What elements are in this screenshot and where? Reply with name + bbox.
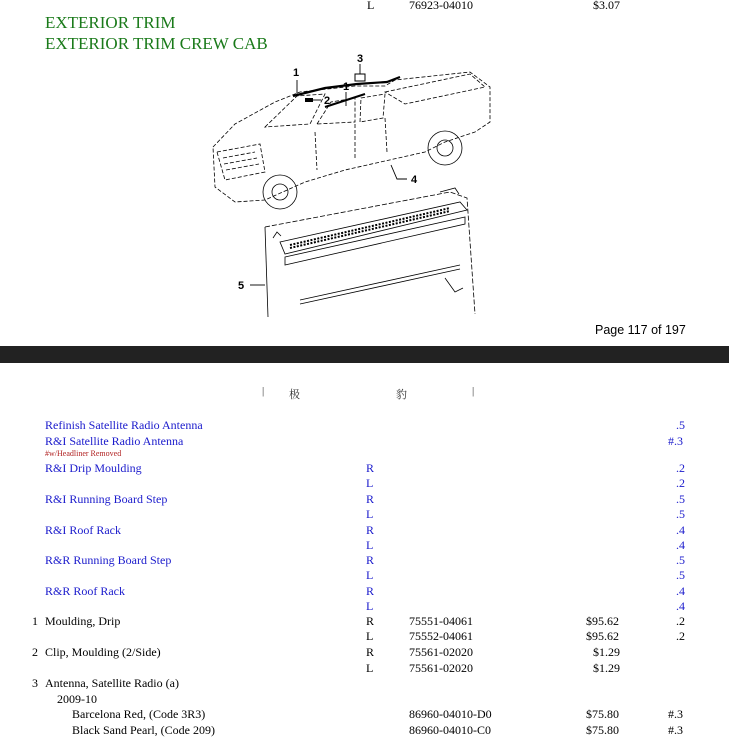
callout-1b: 1 [343, 81, 350, 93]
labor-op-time: .4 [676, 599, 685, 613]
part-time: .2 [676, 629, 685, 643]
part-time: .2 [676, 614, 685, 628]
labor-op-note: #w/Headliner Removed [45, 449, 122, 458]
labor-op-time: .5 [676, 568, 685, 582]
part-number: 75561-02020 [409, 645, 473, 659]
labor-op-time: #.3 [668, 434, 683, 448]
labor-op-desc: R&R Roof Rack [45, 584, 125, 598]
part-callout-number: 1 [32, 614, 38, 628]
part-callout-number: 2 [32, 645, 38, 659]
header-mark-1: | [262, 385, 265, 397]
labor-op-desc: R&I Roof Rack [45, 523, 121, 537]
part-price: $1.29 [593, 645, 620, 659]
labor-op-side: R [366, 492, 375, 506]
part-side: L [366, 629, 374, 643]
part-side: R [366, 614, 375, 628]
part-number: 75552-04061 [409, 629, 473, 643]
labor-op-time: .2 [676, 461, 685, 475]
header-mark-2: 极 [289, 389, 300, 401]
part-time: #.3 [668, 707, 683, 721]
labor-op-time: .2 [676, 476, 685, 490]
part-number: 75561-02020 [409, 661, 473, 675]
wheels [263, 131, 462, 209]
part-desc: Black Sand Pearl, (Code 209) [72, 723, 215, 737]
part-price: $95.62 [586, 614, 619, 628]
satellite-antenna-shape [355, 74, 365, 81]
labor-op-time: .5 [676, 507, 685, 521]
labor-op-side: L [366, 568, 374, 582]
callout-5: 5 [238, 280, 245, 292]
callout-4: 4 [411, 174, 418, 186]
labor-op-time: .4 [676, 538, 685, 552]
part-price: $1.29 [593, 661, 620, 675]
top-row-part-number: 76923-04010 [409, 0, 473, 12]
page-number: Page 117 of 197 [595, 323, 686, 337]
labor-op-side: R [366, 523, 375, 537]
part-desc: Clip, Moulding (2/Side) [45, 645, 161, 659]
top-row-side: L [367, 0, 375, 12]
header-mark-4: | [472, 385, 475, 397]
labor-op-side: L [366, 538, 374, 552]
part-number: 86960-04010-C0 [409, 723, 491, 737]
labor-op-side: L [366, 507, 374, 521]
section-subtitle: EXTERIOR TRIM CREW CAB [45, 34, 268, 53]
part-desc: Barcelona Red, (Code 3R3) [72, 707, 206, 721]
part-price: $75.80 [586, 707, 619, 721]
labor-op-time: .5 [676, 418, 685, 432]
callout-1a: 1 [293, 67, 300, 79]
part-price: $95.62 [586, 629, 619, 643]
labor-op-side: R [366, 553, 375, 567]
labor-op-side: L [366, 599, 374, 613]
exterior-trim-diagram [205, 52, 495, 317]
labor-op-desc: R&R Running Board Step [45, 553, 172, 567]
labor-op-side: R [366, 461, 375, 475]
part-side: L [366, 661, 374, 675]
labor-op-side: R [366, 584, 375, 598]
truck-body-outline [213, 72, 490, 202]
labor-op-desc: R&I Running Board Step [45, 492, 168, 506]
part-desc: Moulding, Drip [45, 614, 121, 628]
labor-op-time: .4 [676, 584, 685, 598]
part-price: $75.80 [586, 723, 619, 737]
labor-op-time: .5 [676, 492, 685, 506]
callout-3: 3 [357, 53, 364, 65]
part-callout-number: 3 [32, 676, 38, 690]
section-title: EXTERIOR TRIM [45, 13, 176, 32]
part-number: 86960-04010-D0 [409, 707, 492, 721]
callout-2: 2 [324, 95, 331, 107]
labor-op-desc: R&I Satellite Radio Antenna [45, 434, 184, 448]
labor-op-time: .4 [676, 523, 685, 537]
page-divider [0, 346, 729, 363]
part-time: #.3 [668, 723, 683, 737]
running-board-panel [265, 188, 475, 317]
part-side: R [366, 645, 375, 659]
header-mark-3: 豹 [396, 389, 407, 401]
labor-op-side: L [366, 476, 374, 490]
part-desc: Antenna, Satellite Radio (a) [45, 676, 179, 690]
labor-op-desc: R&I Drip Moulding [45, 461, 142, 475]
drip-moulding-right [325, 94, 365, 107]
part-year-range: 2009-10 [57, 692, 97, 706]
top-row-price: $3.07 [593, 0, 620, 12]
labor-op-desc: Refinish Satellite Radio Antenna [45, 418, 203, 432]
labor-op-time: .5 [676, 553, 685, 567]
part-number: 75551-04061 [409, 614, 473, 628]
